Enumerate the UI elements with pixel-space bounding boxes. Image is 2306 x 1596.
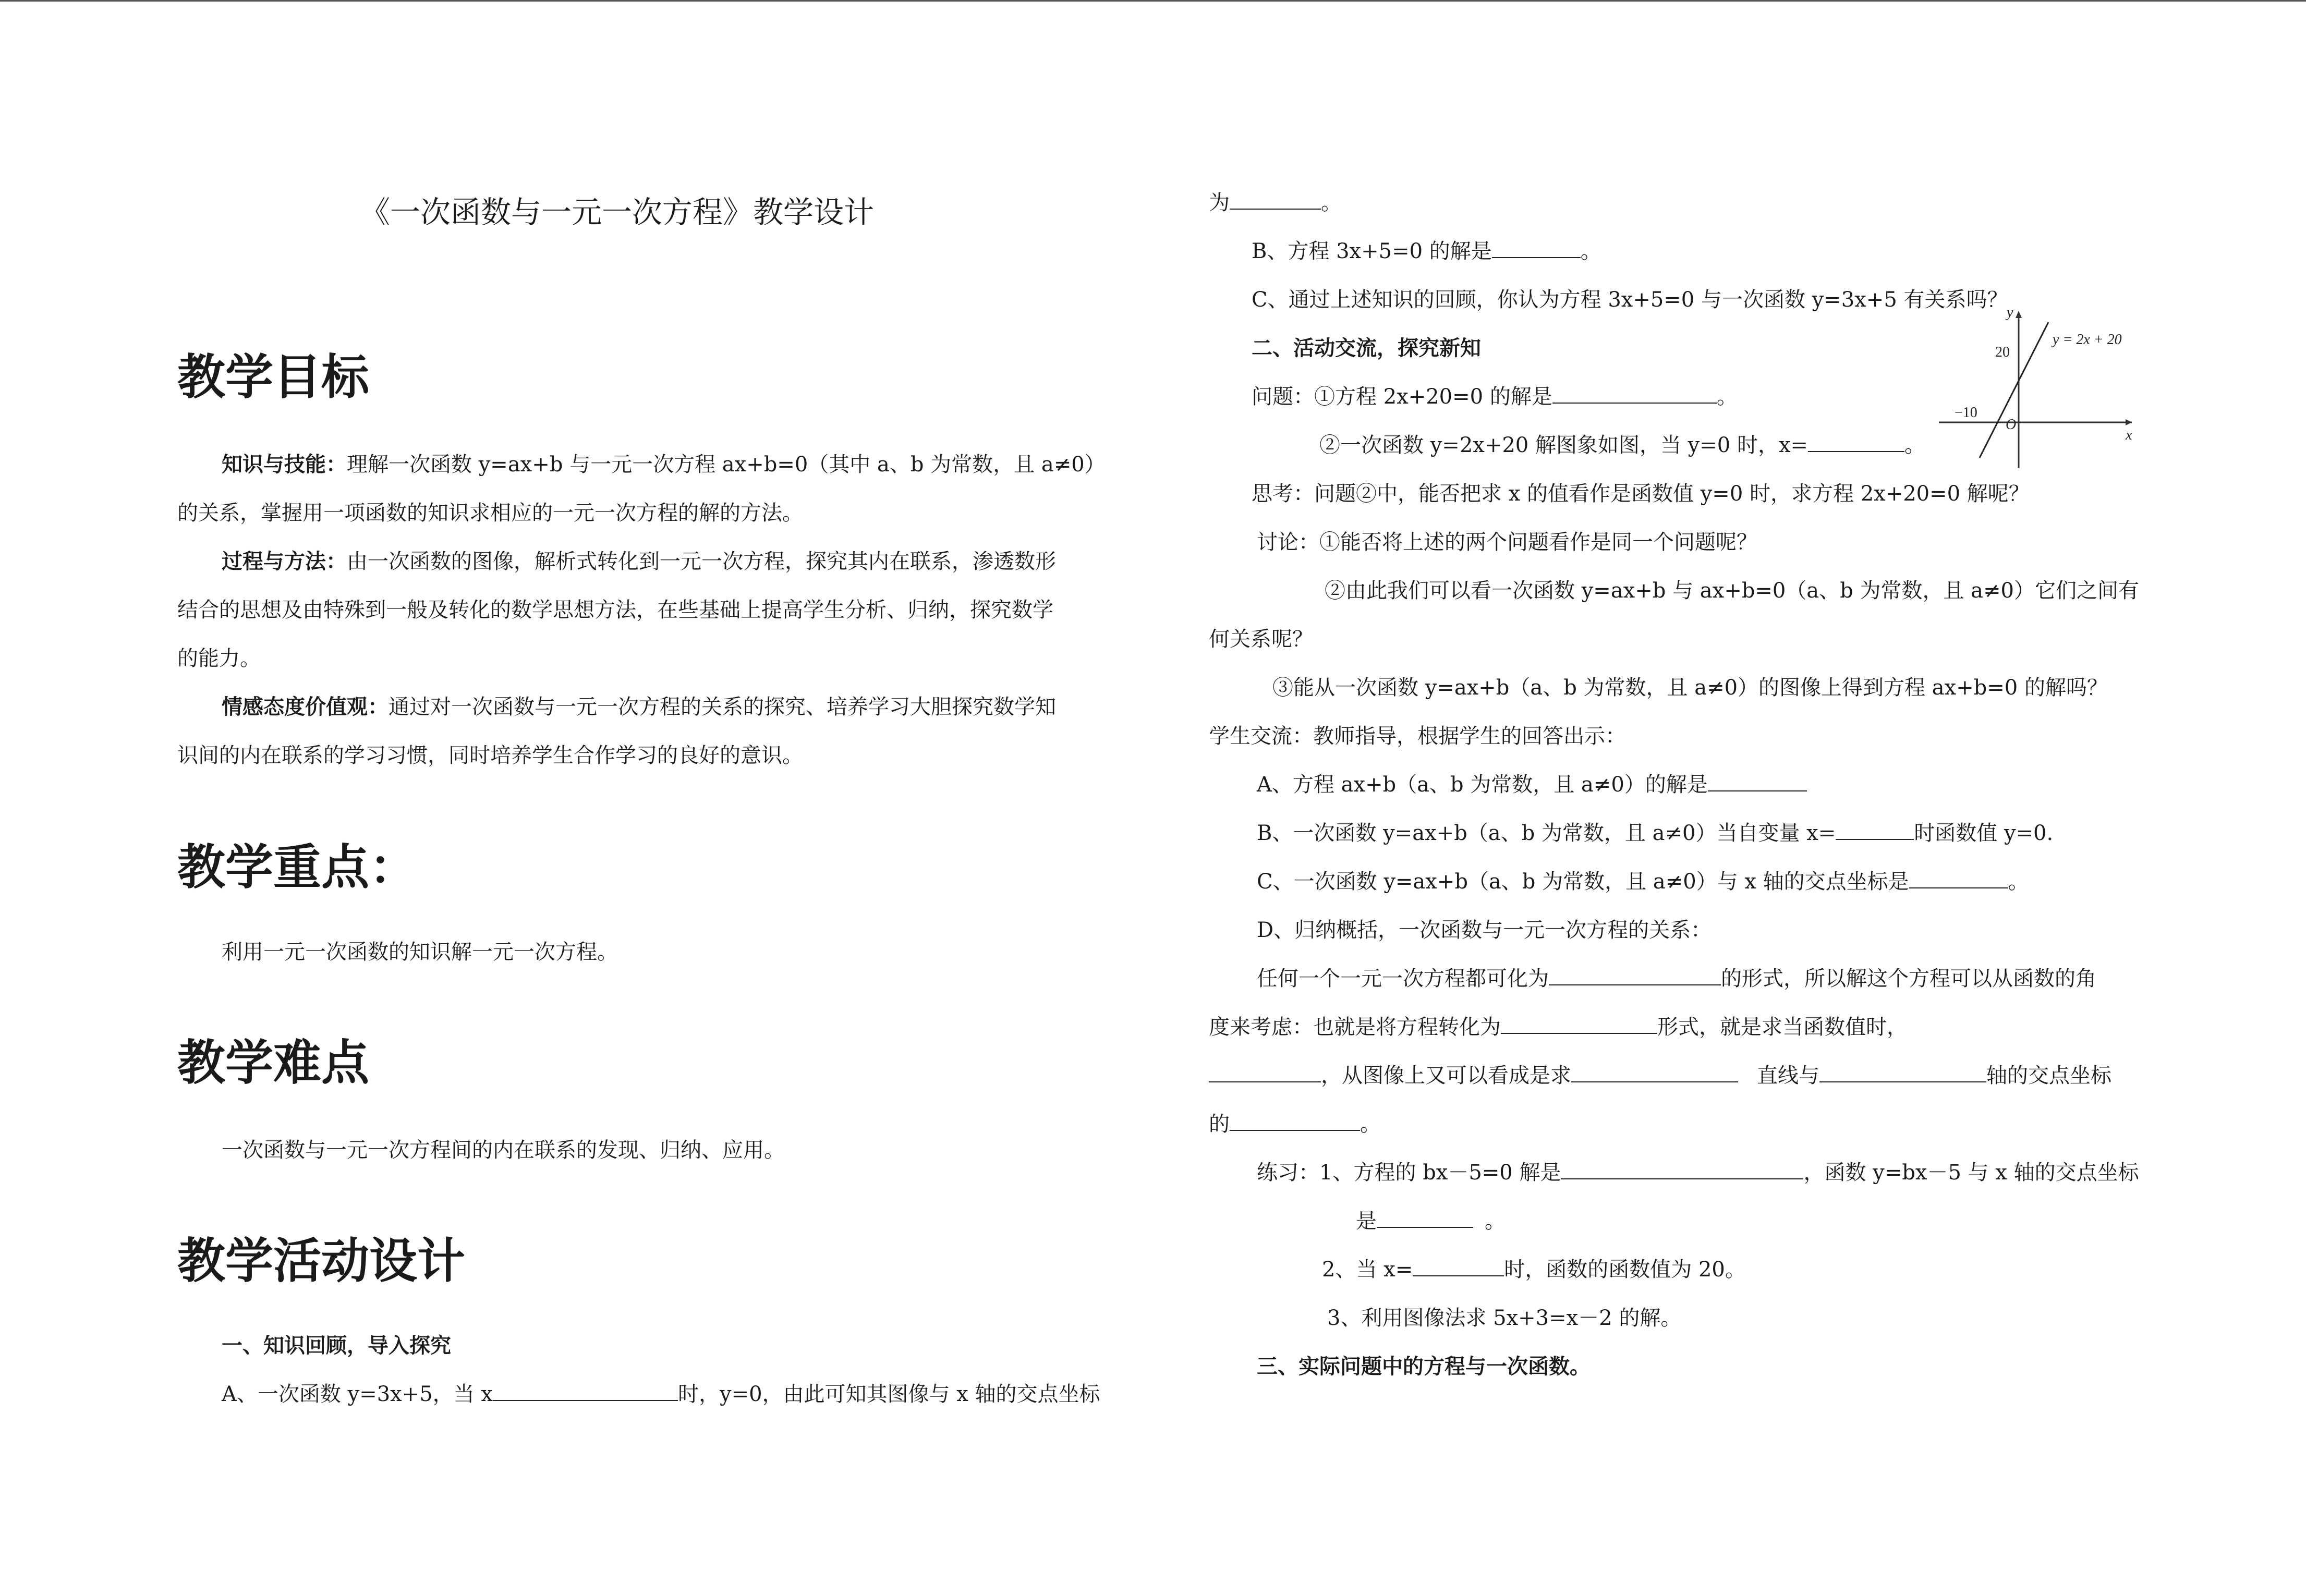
generalize-line4: 的 。 [1209,1112,1381,1136]
student-exchange-line: 学生交流：教师指导，根据学生的回答出示： [1209,724,1626,748]
blank-field[interactable] [1230,1111,1360,1131]
y-axis-label: y [2007,307,2013,321]
exercise-1-continued: 是 。 [1356,1209,1506,1233]
heading-activity-design: 教学活动设计 [177,1233,466,1289]
item-a-continued: 为 。 [1209,191,1342,215]
page-title: 《一次函数与一元一次方程》教学设计 [360,194,875,230]
goal-knowledge-line1: 知识与技能：理解一次函数 y=ax+b 与一元一次方程 ax+b=0（其中 a、b 为常数，且 a≠0） [222,453,1106,477]
question-1-line: 问题：①方程 2x+20=0 的解是 。 [1252,385,1738,409]
blank-field[interactable] [1209,1063,1321,1082]
summary-c-line: C、一次函数 y=ax+b（a、b 为常数，且 a≠0）与 x 轴的交点坐标是 。 [1257,870,2029,894]
blank-field[interactable] [1413,1257,1504,1276]
summary-d-line: D、归纳概括，一次函数与一元一次方程的关系： [1257,918,1712,942]
blank-field[interactable] [1909,869,2008,888]
line-label: y = 2x + 20 [2053,332,2122,348]
item-b-line: B、方程 3x+5=0 的解是 。 [1252,239,1601,263]
difficulty-text: 一次函数与一元一次方程间的内在联系的发现、归纳、应用。 [222,1138,785,1162]
blank-field[interactable] [1230,190,1321,210]
blank-field[interactable] [1571,1063,1738,1082]
discuss-2-continued: 何关系呢？ [1209,627,1313,651]
blank-field[interactable] [1492,238,1581,258]
y-intercept-tick: 20 [1995,344,2010,360]
goal-process-line1: 过程与方法：由一次函数的图像，解析式转化到一元一次方程，探究其内在联系，渗透数形 [222,550,1056,574]
goal-process-line3: 的能力。 [177,647,261,671]
discuss-2-line: ②由此我们可以看一次函数 y=ax+b 与 ax+b=0（a、b 为常数，且 a≠0）它们之间有 [1325,579,2139,603]
summary-b-line: B、一次函数 y=ax+b（a、b 为常数，且 a≠0）当自变量 x= 时函数值 y=0. [1257,821,2054,845]
generalize-line3: ，从图像上又可以看成是求 直线与 轴的交点坐标 [1209,1052,2111,1100]
blank-field[interactable] [1819,1063,1986,1082]
think-line: 思考：问题②中，能否把求 x 的值看作是函数值 y=0 时，求方程 2x+20=0 解呢？ [1252,482,2030,506]
discuss-1-line: 讨论：①能否将上述的两个问题看作是同一个问题呢？ [1257,530,1757,554]
blank-field[interactable] [1377,1208,1473,1228]
generalize-line1: 任何一个一元一次方程都可化为 的形式，所以解这个方程可以从函数的角 [1257,967,2096,991]
exercise-2-line: 2、当 x= 时，函数的函数值为 20。 [1322,1258,1746,1282]
key-point-text: 利用一元一次函数的知识解一元一次方程。 [222,940,618,964]
page-top-border [0,0,2306,2]
section1-heading: 一、知识回顾，导入探究 [222,1334,451,1358]
goal-knowledge-line2: 的关系，掌握用一项函数的知识求相应的一元一次方程的解的方法。 [177,501,803,525]
heading-teaching-goals: 教学目标 [177,349,370,405]
question-2-line: ②一次函数 y=2x+20 解图象如图，当 y=0 时，x= 。 [1319,433,1926,457]
blank-field[interactable] [1708,772,1807,791]
section2-heading: 二、活动交流，探究新知 [1252,336,1481,360]
origin-label: O [2006,417,2017,433]
blank-field[interactable] [1808,432,1904,452]
goal-emotion-line1: 情感态度价值观：通过对一次函数与一元一次方程的关系的探究、培养学习大胆探究数学知 [222,695,1056,719]
section3-heading: 三、实际问题中的方程与一次函数。 [1257,1355,1591,1379]
item-c-line: C、通过上述知识的回顾，你认为方程 3x+5=0 与一次函数 y=3x+5 有关系吗？ [1252,288,2008,312]
exercise-3-line: 3、利用图像法求 5x+3=x－2 的解。 [1327,1306,1682,1330]
blank-field[interactable] [1549,966,1721,985]
function-graph [1934,307,2134,469]
blank-field[interactable] [1552,384,1717,404]
discuss-3-line: ③能从一次函数 y=ax+b（a、b 为常数，且 a≠0）的图像上得到方程 ax+b=0 的解吗？ [1272,676,2108,700]
heading-difficulties: 教学难点 [177,1035,370,1091]
generalize-line2: 度来考虑：也就是将方程转化为 形式，就是求当函数值时， [1209,1015,1908,1039]
heading-key-points: 教学重点： [177,839,418,895]
summary-a-line: A、方程 ax+b（a、b 为常数，且 a≠0）的解是 [1257,761,1807,809]
blank-field[interactable] [1836,820,1914,840]
graph-line [1980,322,2048,458]
blank-field[interactable] [493,1381,678,1401]
blank-field[interactable] [1501,1014,1657,1034]
x-axis-arrow [2126,419,2132,425]
x-axis-label: x [2126,427,2132,443]
exercise-1-line: 练习：1、方程的 bx－5=0 解是 ，函数 y=bx－5 与 x 轴的交点坐标 [1257,1161,2139,1185]
item-a-line: A、一次函数 y=3x+5，当 x 时，y=0，由此可知其图像与 x 轴的交点坐标 [222,1382,1100,1406]
x-intercept-tick: −10 [1955,405,1977,421]
blank-field[interactable] [1561,1160,1803,1179]
y-axis-arrow [2016,311,2022,318]
goal-process-line2: 结合的思想及由特殊到一般及转化的数学思想方法，在些基础上提高学生分析、归纳，探究数学 [177,598,1053,622]
goal-emotion-line2: 识间的内在联系的学习习惯，同时培养学生合作学习的良好的意识。 [177,744,803,767]
